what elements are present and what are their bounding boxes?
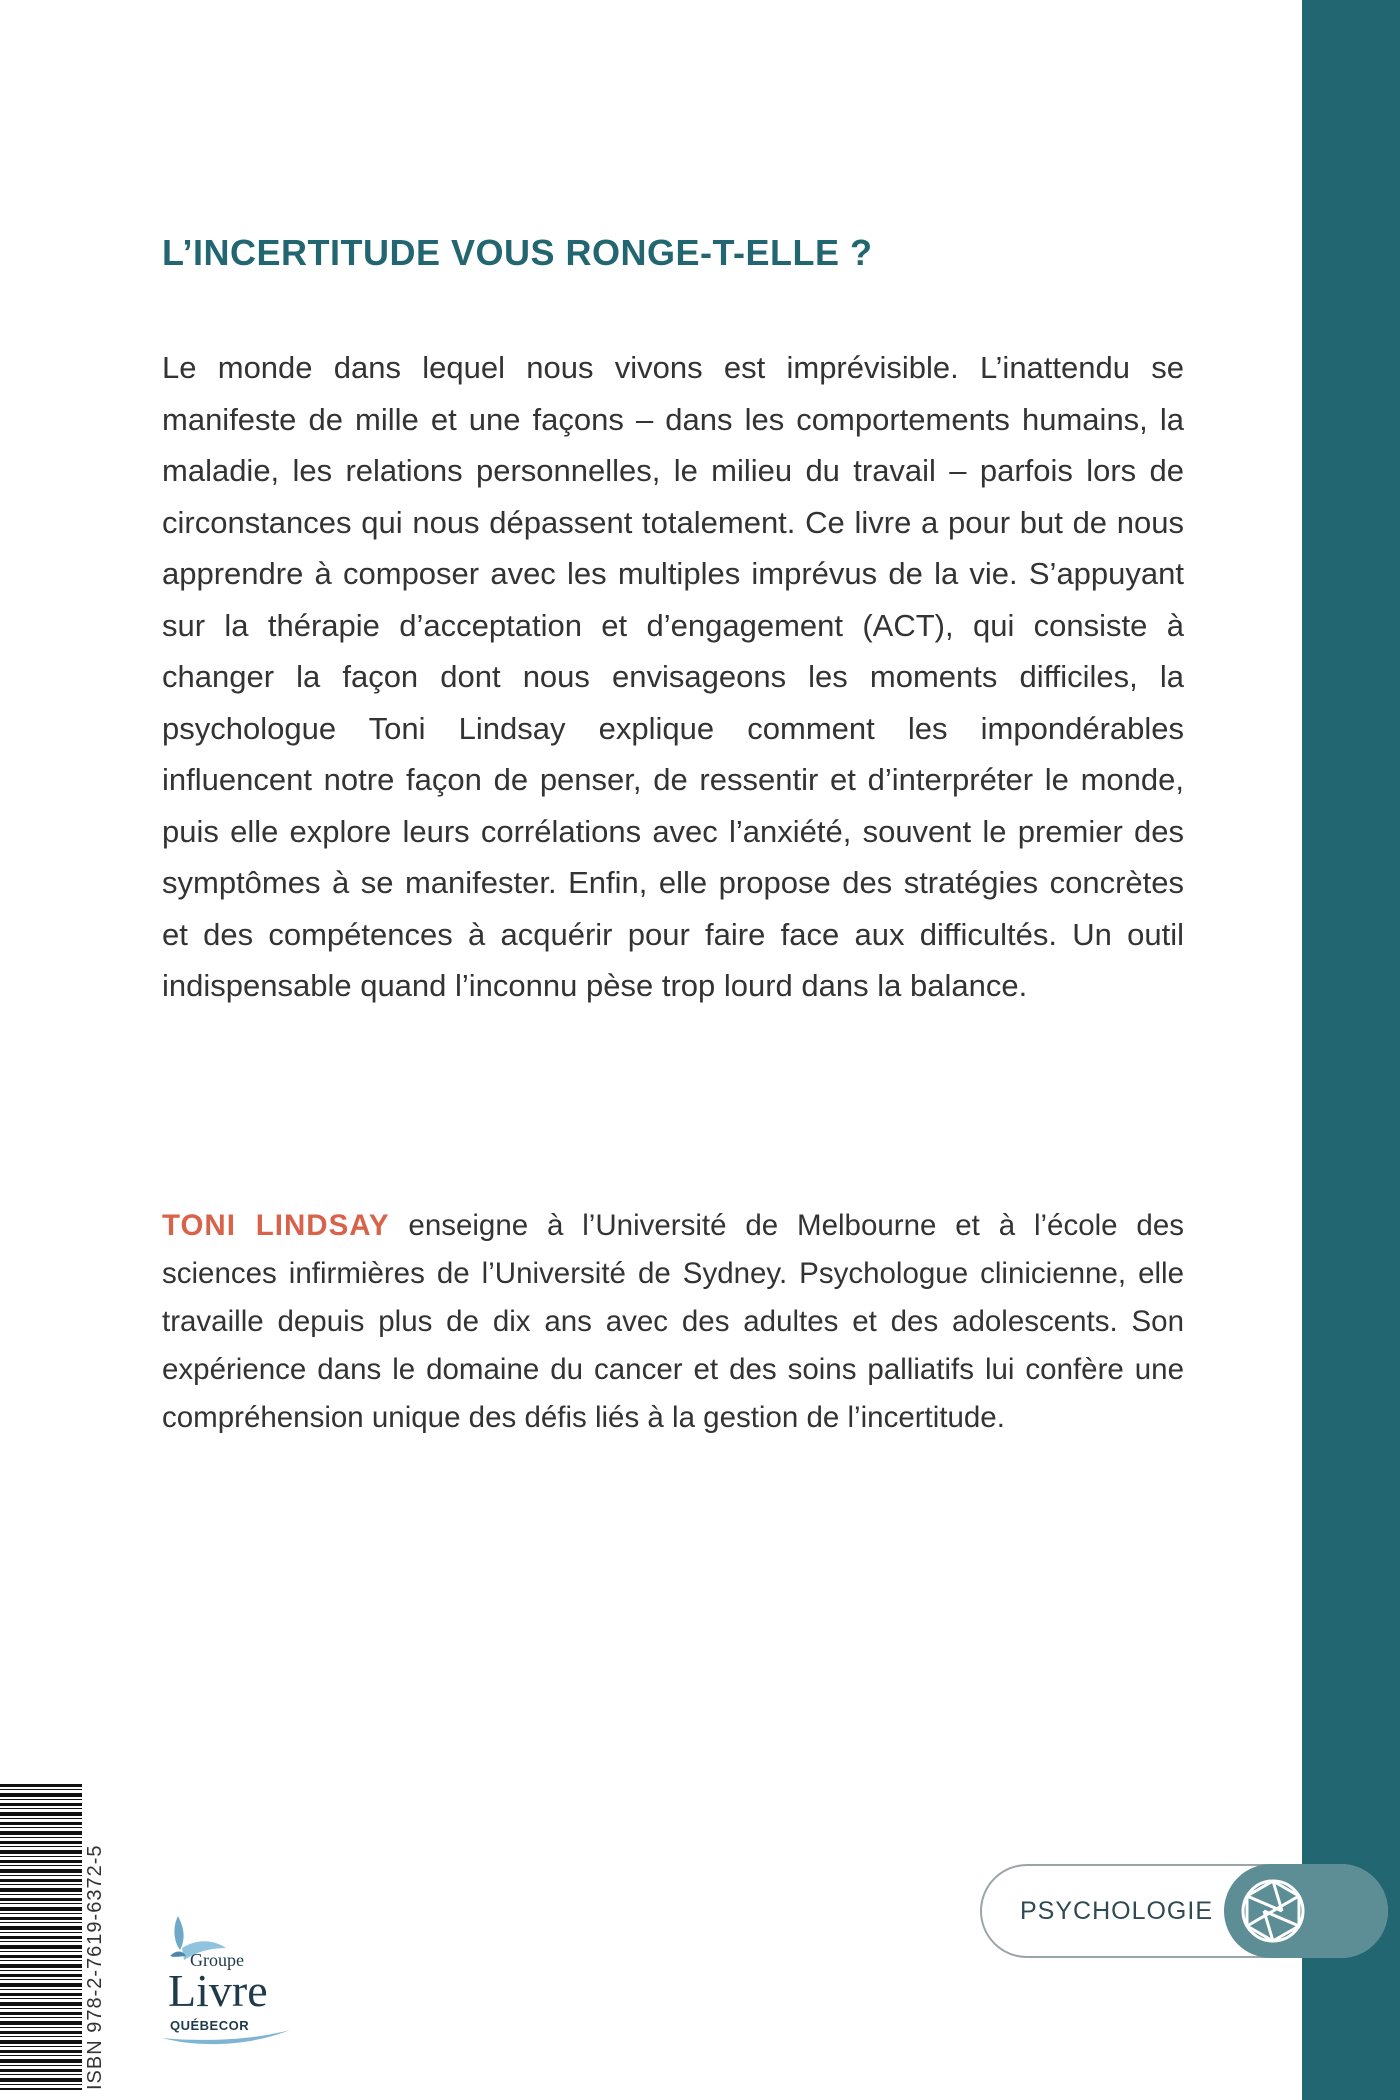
category-badge bbox=[980, 1864, 1388, 1958]
author-name: TONI LINDSAY bbox=[162, 1209, 390, 1242]
author-bio bbox=[162, 1202, 1184, 1442]
book-synopsis: Le monde dans lequel nous vivons est imprévisible. L’inattendu se manifeste de mille et une façons – dans les comportements humains, la maladie, les relations personnelles, le milieu du travail – parfois lors de circonstances qui nous dépassent totalement. Ce livre a pour but de nous apprendre à composer avec les multiples imprévus de la vie. S’appuyant sur la thérapie d’acceptation et d’engagement (ACT), qui consiste à changer la façon dont nous envisageons les moments difficiles, la psychologue Toni Lindsay explique comment les impondérables influencent notre façon de penser, de ressentir et d’interpréter le monde, puis elle explore leurs corrélations avec l’anxiété, souvent le premier des symptômes à se manifester. Enfin, elle propose des stratégies concrètes et des compétences à acquérir pour faire face aux difficultés. Un outil indispensable quand l’inconnu pèse trop lourd dans la balance. bbox=[162, 350, 1184, 1003]
publisher-logo bbox=[140, 1898, 300, 2048]
publisher-groupe: Groupe bbox=[190, 1950, 244, 1970]
author-bio-text: enseigne à l’Université de Melbourne et à l’école des sciences infirmières de l’Université de Sydney. Psychologue clinicienne, elle travaille depuis plus de dix ans avec des adultes et des adolescents. Son expérience dans le domaine du cancer et des soins palliatifs lui confère une compréhension unique des défis liés à la gestion de l’incertitude. bbox=[162, 1209, 1184, 1434]
teal-spine-band bbox=[1302, 0, 1400, 2100]
publisher-quebecor: QUÉBECOR bbox=[170, 2018, 250, 2033]
category-label: PSYCHOLOGIE bbox=[1020, 1897, 1213, 1925]
isbn-number: ISBN 978-2-7619-6372-5 bbox=[84, 1844, 106, 2090]
barcode bbox=[0, 1784, 82, 2090]
category-icon-circle bbox=[1224, 1864, 1388, 1958]
back-cover-headline: L’INCERTITUDE VOUS RONGE-T-ELLE ? bbox=[162, 232, 873, 273]
publisher-livre: Livre bbox=[168, 1965, 268, 2016]
aperture-icon bbox=[1240, 1878, 1306, 1944]
